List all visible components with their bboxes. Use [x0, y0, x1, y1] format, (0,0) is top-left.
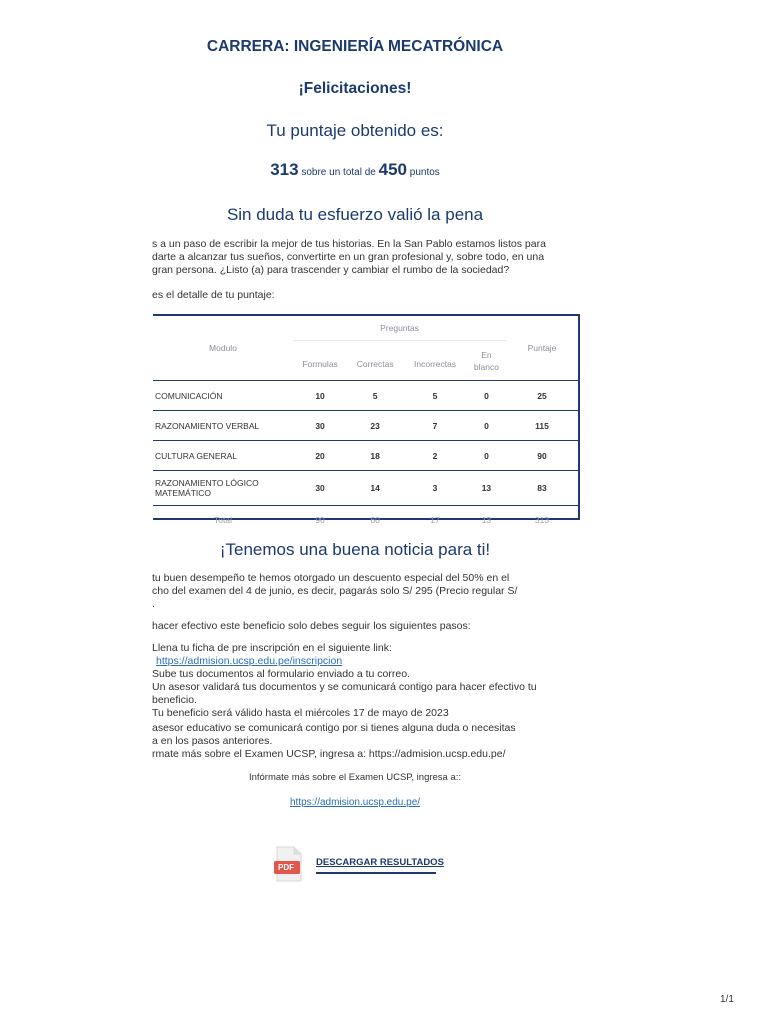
inscription-link[interactable]: https://admision.ucsp.edu.pe/inscripcion: [156, 655, 343, 667]
header-modulo: Modulo: [209, 343, 237, 353]
row-puntaje: 115: [506, 411, 578, 441]
score-lead: Tu puntaje obtenido es:: [266, 121, 444, 140]
total-puntaje: 313: [506, 506, 578, 535]
header-blanco: blanco: [473, 361, 499, 372]
step-item: Llena tu ficha de pre inscripción en el siguiente link:: [152, 642, 392, 654]
news-heading: ¡Tenemos una buena noticia para ti!: [219, 540, 491, 559]
intro-line: s a un paso de escribir la mejor de tus historias. En la San Pablo estamos listos para: [152, 238, 546, 250]
row-correctas: 5: [347, 381, 403, 411]
row-incorrectas: 3: [403, 471, 467, 506]
row-blanco: 0: [467, 411, 506, 441]
header-preguntas: Preguntas: [293, 316, 506, 341]
total-blanco: 13: [467, 506, 506, 535]
header-correctas: Correctas: [356, 359, 394, 369]
row-formulas: 20: [293, 441, 347, 471]
row-modulo-line1: RAZONAMIENTO LÓGICO: [155, 478, 259, 488]
row-modulo: COMUNICACIÓN: [153, 381, 293, 411]
row-modulo: RAZONAMIENTO VERBAL: [153, 411, 293, 441]
career-title: CARRERA: INGENIERÍA MECATRÓNICA: [206, 38, 504, 55]
row-formulas: 30: [293, 411, 347, 441]
pdf-file-icon[interactable]: [274, 846, 304, 882]
row-correctas: 18: [347, 441, 403, 471]
detail-lead: [152, 289, 582, 302]
discount-line: cho del examen del 4 de junio, es decir, pagarás solo S/ 295 (Precio regular S/: [152, 585, 518, 597]
header-en: En: [481, 349, 492, 360]
pdf-label: PDF: [278, 863, 294, 872]
row-correctas: 23: [347, 411, 403, 441]
row-formulas: 30: [293, 471, 347, 506]
congrats-heading: ¡Felicitaciones!: [298, 80, 412, 97]
page-number: 1/1: [720, 994, 734, 1005]
step-item: beneficio.: [152, 694, 197, 706]
discount-line: tu buen desempeño te hemos otorgado un descuento especial del 50% en el: [152, 572, 510, 584]
row-modulo: CULTURA GENERAL: [153, 441, 293, 471]
row-blanco: 0: [467, 441, 506, 471]
step-item: Tu beneficio será válido hasta el miércoles 17 de mayo de 2023: [152, 707, 449, 719]
info-text: Infórmate más sobre el Examen UCSP, ingresa a::: [248, 772, 462, 783]
row-puntaje: 25: [506, 381, 578, 411]
row-blanco: 13: [467, 471, 506, 506]
closing-paragraph: [152, 722, 582, 761]
download-results-link[interactable]: DESCARGAR RESULTADOS: [316, 857, 444, 868]
row-puntaje: 90: [506, 441, 578, 471]
intro-line: gran persona. ¿Listo (a) para trascender y cambiar el rumbo de la sociedad?: [152, 264, 510, 276]
row-incorrectas: 2: [403, 441, 467, 471]
score-text-mid: sobre un total de: [301, 167, 376, 178]
discount-line: .: [152, 598, 155, 610]
header-en-blanco: [467, 341, 506, 381]
step-item: Sube tus documentos al formulario enviado a tu correo.: [152, 668, 410, 680]
row-correctas: 14: [347, 471, 403, 506]
row-incorrectas: 7: [403, 411, 467, 441]
total-correctas: 60: [347, 506, 403, 535]
intro-paragraph: [152, 238, 582, 277]
table-row: [153, 411, 578, 441]
admission-link[interactable]: https://admision.ucsp.edu.pe/: [289, 797, 421, 808]
table-row: [153, 441, 578, 471]
closing-line: rmate más sobre el Examen UCSP, ingresa a: https://admision.ucsp.edu.pe/: [152, 748, 506, 760]
header-puntaje: Puntaje: [527, 343, 557, 353]
header-formulas: Formulas: [302, 359, 338, 369]
closing-line: a en los pasos anteriores.: [152, 735, 273, 747]
steps-lead-text: hacer efectivo este beneficio solo debes seguir los siguientes pasos:: [152, 620, 471, 632]
total-formulas: 90: [293, 506, 347, 535]
headline: Sin duda tu esfuerzo valió la pena: [226, 205, 484, 224]
detail-lead-text: es el detalle de tu puntaje:: [152, 289, 275, 301]
row-modulo-line2: MATEMÁTICO: [155, 488, 212, 498]
score-total: 450: [378, 160, 407, 179]
table-row: [153, 381, 578, 411]
intro-line: darte a alcanzar tus sueños, convertirte en un gran profesional y, sobre todo, en una: [152, 251, 545, 263]
row-modulo: [153, 471, 293, 506]
row-blanco: 0: [467, 381, 506, 411]
score-text-end: puntos: [409, 167, 440, 178]
download-underline: [316, 872, 436, 874]
table-total-row: [153, 506, 578, 535]
table-row: [153, 471, 578, 506]
score-table: [153, 314, 580, 525]
row-puntaje: 83: [506, 471, 578, 506]
steps-lead: [152, 620, 582, 633]
closing-line: asesor educativo se comunicará contigo por si tienes alguna duda o necesitas: [152, 722, 516, 734]
steps-list: [152, 642, 582, 720]
header-incorrectas: Incorrectas: [414, 359, 457, 369]
score-line: [0, 160, 710, 180]
total-incorrectas: 17: [403, 506, 467, 535]
row-incorrectas: 5: [403, 381, 467, 411]
discount-paragraph: [152, 572, 582, 611]
score-value: 313: [270, 160, 299, 179]
row-formulas: 10: [293, 381, 347, 411]
step-item: Un asesor validará tus documentos y se comunicará contigo para hacer efectivo tu: [152, 681, 537, 693]
total-label: Total: [153, 506, 293, 535]
